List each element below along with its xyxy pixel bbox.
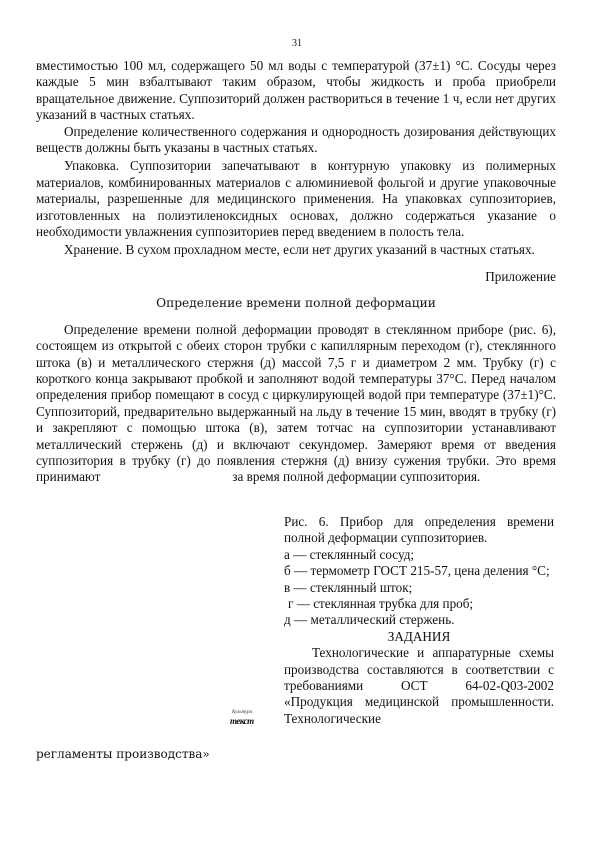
library-stamp [230, 710, 272, 732]
paragraph-method: Определение времени полной деформации проводят в стеклянном приборе (рис. 6), состоящем из открытой с обеих сторон трубки с капиллярным переходом (г), стеклянного штока (в) и металлического стержня (д) массой 7,5 г и диаметром 2 мм. Трубку (г) с короткого конца закрывают пробкой и заполняют водой температуры 37°С. Перед началом определения прибор помещают в сосуд с циркулирующей водой при температуре (37±1)°С. Суппозиторий, предварительно выдержанный на льду в течение 15 мин, вводят в трубку (г) и закрепляют с помощью штока (в), затем тотчас на суппозитории устанавливают металлический стержень (д) и включают секундомер. Замеряют время от введения суппозитория в трубку (г) до появления стержня (д) внизу сужения трубки. Это время принимают за время полной деформации суппозитория. [36, 321, 556, 485]
figure-item-v: в — стеклянный шток; [284, 579, 413, 595]
appendix-label: Приложение [485, 268, 556, 284]
paragraph-storage: Хранение. В сухом прохладном месте, если нет других указаний в частных статьях. [64, 242, 535, 258]
section-title: Определение времени полной деформации [156, 296, 436, 311]
paragraph-dissolution: вместимостью 100 мл, содержащего 50 мл воды с температурой (37±1) °С. Сосуды через каждые 5 мин взбалтывают таким образом, чтобы жидкость и проба приобрели вращательное движение. Суппозиторий должен раствориться в течение 1 ч, если нет других указаний в частных статьях. [36, 58, 556, 123]
figure-item-b: б — термометр ГОСТ 215-57, цена деления °С; [284, 563, 550, 579]
figure-caption-block [284, 514, 554, 727]
paragraph-quantitative: Определение количественного содержания и однородность дозирования действующих веществ должны быть указаны в частных статьях. [36, 123, 556, 156]
main-text [36, 58, 556, 486]
figure-item-d: д — металлический стержень. [284, 612, 455, 628]
tasks-heading: ЗАДАНИЯ [387, 628, 451, 644]
figure-item-g: г — стеклянная трубка для проб; [288, 596, 474, 612]
stamp-line-1: Культура [232, 710, 253, 715]
tasks-text: Технологические и аппаратурные схемы производства составляются в соответствии с требованиями ОСТ 64-02-Q03-2002 «Продукция медицинской промышленности. Технологические [284, 645, 554, 726]
page-number: 31 [292, 38, 302, 49]
paragraph-packaging: Упаковка. Суппозитории запечатывают в контурную упаковку из полимерных материалов, комбинированных материалов с алюминиевой фольгой и другие упаковочные материалы, разрешенные для медицинского применения. На упаковках суппозиториев, изготовленных на полиэтиленоксидных основах, должно содержаться указание о необходимости увлажнения суппозиториев перед введением в полость тела. [36, 158, 556, 240]
tasks-tail: регламенты производства» [36, 747, 210, 761]
figure-caption: Рис. 6. Прибор для определения времени полной деформации суппозиториев. [284, 514, 554, 546]
figure-item-a: а — стеклянный сосуд; [284, 546, 415, 562]
stamp-line-2: текст [230, 716, 254, 726]
